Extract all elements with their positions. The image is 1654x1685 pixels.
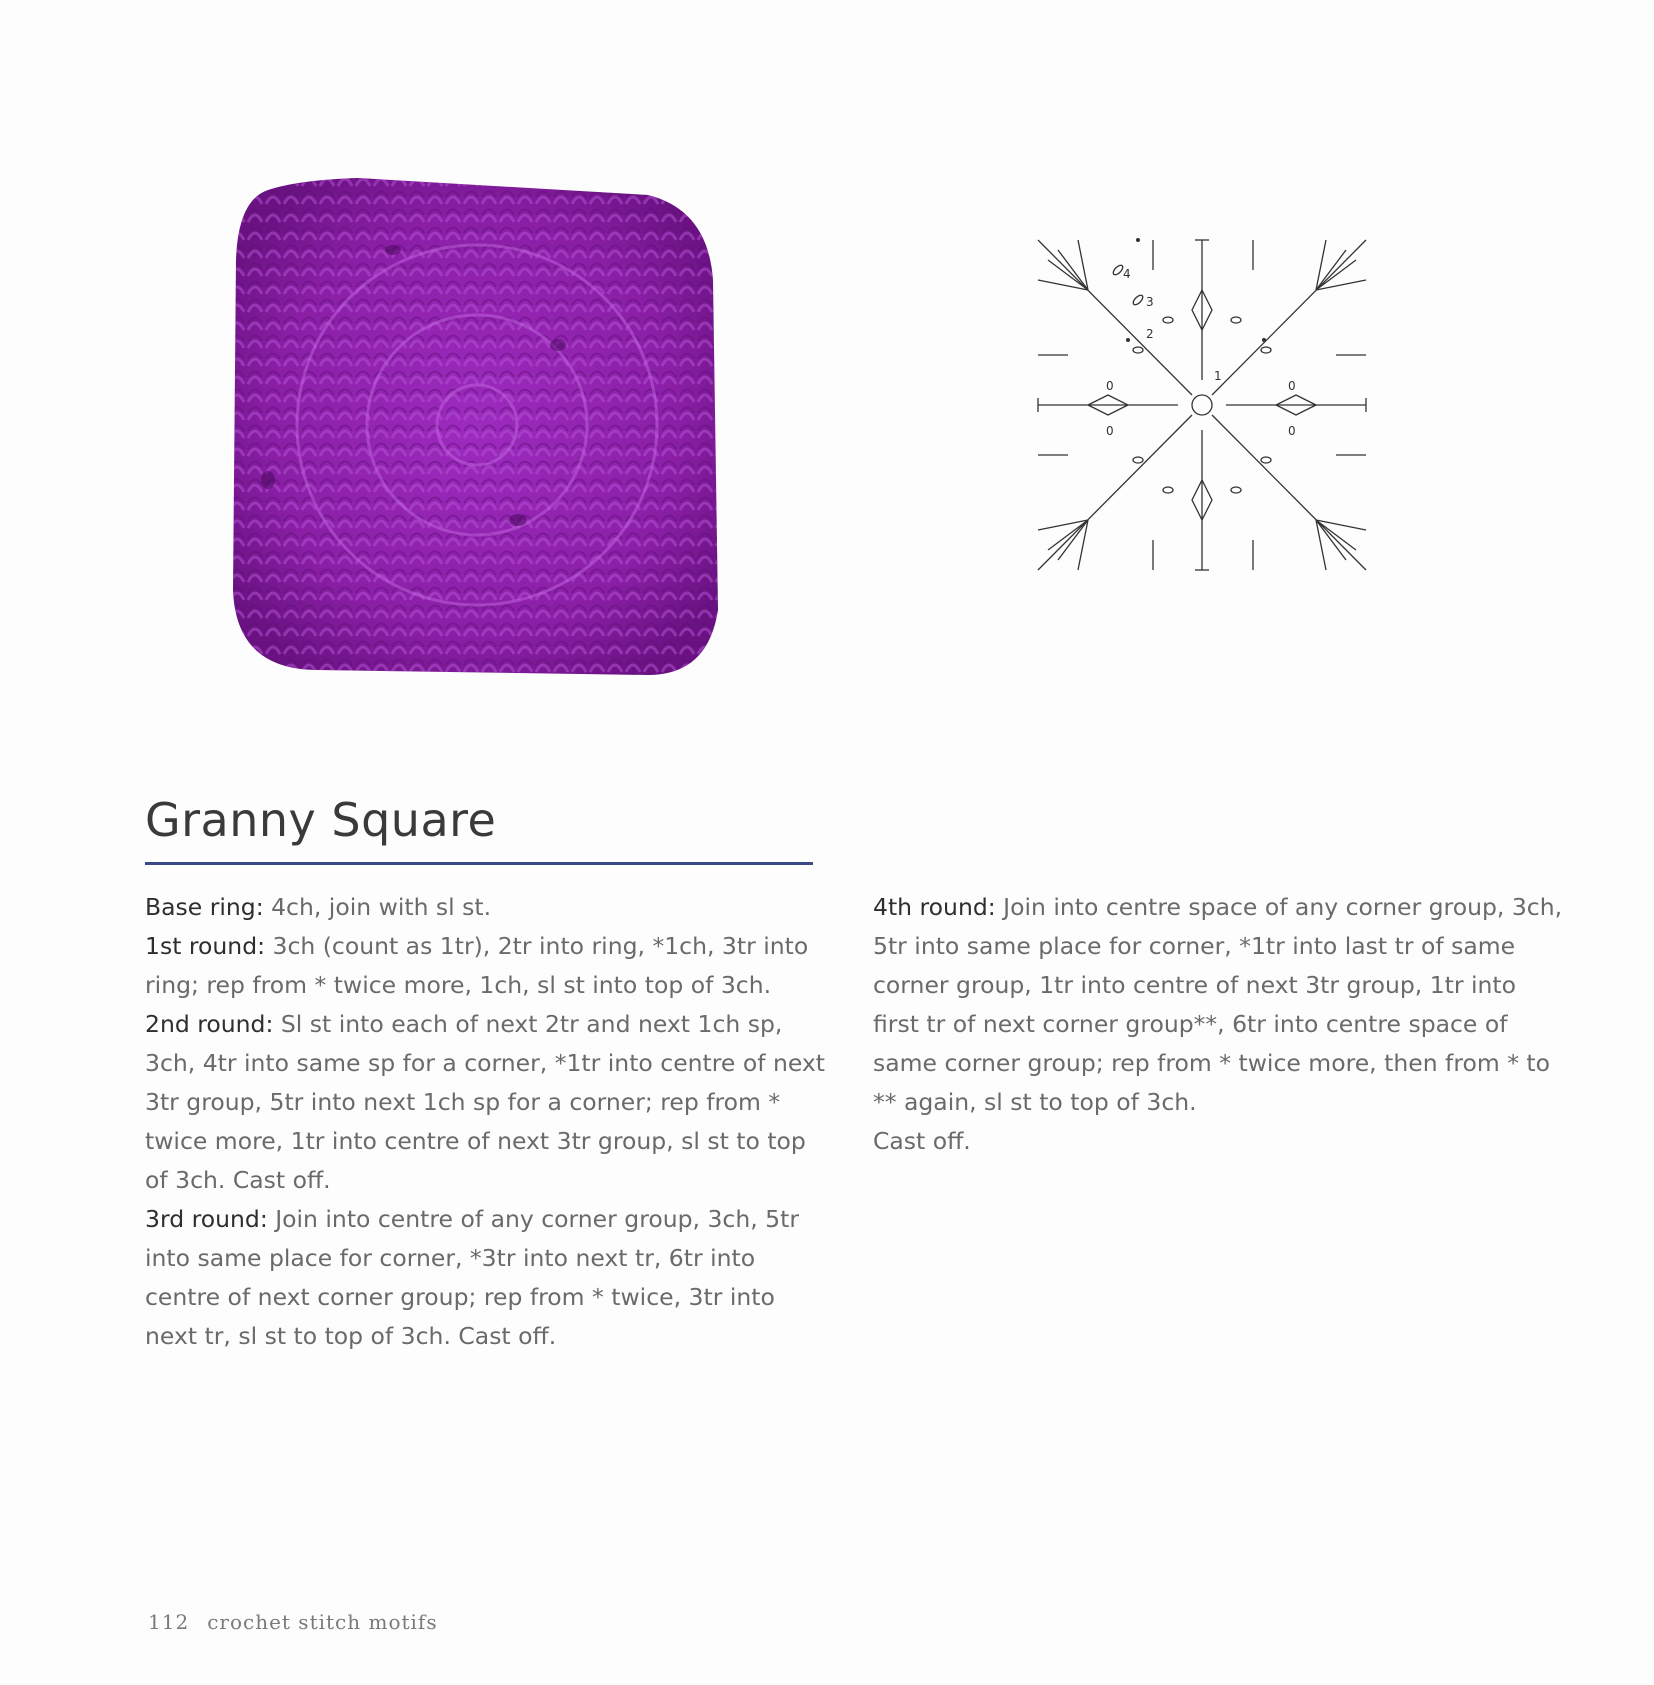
round-label-3: 3 (1146, 295, 1154, 309)
page-footer (148, 1610, 438, 1634)
zero-label: 0 (1106, 379, 1114, 393)
title-rule (145, 862, 813, 865)
instructions-column-right (873, 888, 1563, 1161)
round-2-instruction (145, 1005, 825, 1200)
round-4-instruction (873, 888, 1563, 1122)
round-label-2: 2 (1146, 327, 1154, 341)
instruction-text: Join into centre of any corner group, 3ch, 5tr into same place for corner, *3tr into next tr, 6tr into centre of next corner group; rep from * twice, 3tr into next tr, sl st to top of 3ch. Cast off. (145, 1205, 799, 1350)
round-label-1: 1 (1214, 369, 1222, 383)
granny-square-photo (228, 170, 726, 680)
instruction-label: Base ring: (145, 893, 264, 921)
instruction-text: Sl st into each of next 2tr and next 1ch sp, 3ch, 4tr into same sp for a corner, *1tr into centre of next 3tr group, 5tr into next 1ch sp for a corner; rep from * twice more, 1tr into centre of next 3tr group, sl st to top of 3ch. Cast off. (145, 1010, 826, 1194)
cast-off-instruction: Cast off. (873, 1127, 971, 1155)
zero-label: 0 (1106, 424, 1114, 438)
instruction-label: 1st round: (145, 932, 266, 960)
round-3-instruction (145, 1200, 825, 1356)
page-title: Granny Square (145, 793, 497, 847)
crochet-stitch-chart-icon (1028, 230, 1376, 580)
section-name: crochet stitch motifs (207, 1610, 438, 1634)
zero-label: 0 (1288, 424, 1296, 438)
instructions-column-left (145, 888, 825, 1356)
page-number: 112 (148, 1610, 190, 1634)
instruction-label: 2nd round: (145, 1010, 274, 1038)
instruction-text: 3ch (count as 1tr), 2tr into ring, *1ch, 3tr into ring; rep from * twice more, 1ch, sl st into top of 3ch. (145, 932, 809, 999)
stitch-chart (1028, 230, 1376, 580)
round-label-4: 4 (1123, 267, 1131, 281)
crochet-granny-square-photo-icon (228, 170, 726, 680)
instruction-text: Join into centre space of any corner group, 3ch, 5tr into same place for corner, *1tr into last tr of same corner group, 1tr into centre of next 3tr group, 1tr into first tr of next corner group**, 6tr into centre space of same corner group; rep from * twice more, then from * to ** again, sl st to top of 3ch. (873, 893, 1563, 1116)
zero-label: 0 (1288, 379, 1296, 393)
round-1-instruction (145, 927, 825, 1005)
instruction-label: 4th round: (873, 893, 996, 921)
instruction-text: 4ch, join with sl st. (263, 893, 492, 921)
instruction-label: 3rd round: (145, 1205, 268, 1233)
base-ring-instruction (145, 888, 825, 927)
